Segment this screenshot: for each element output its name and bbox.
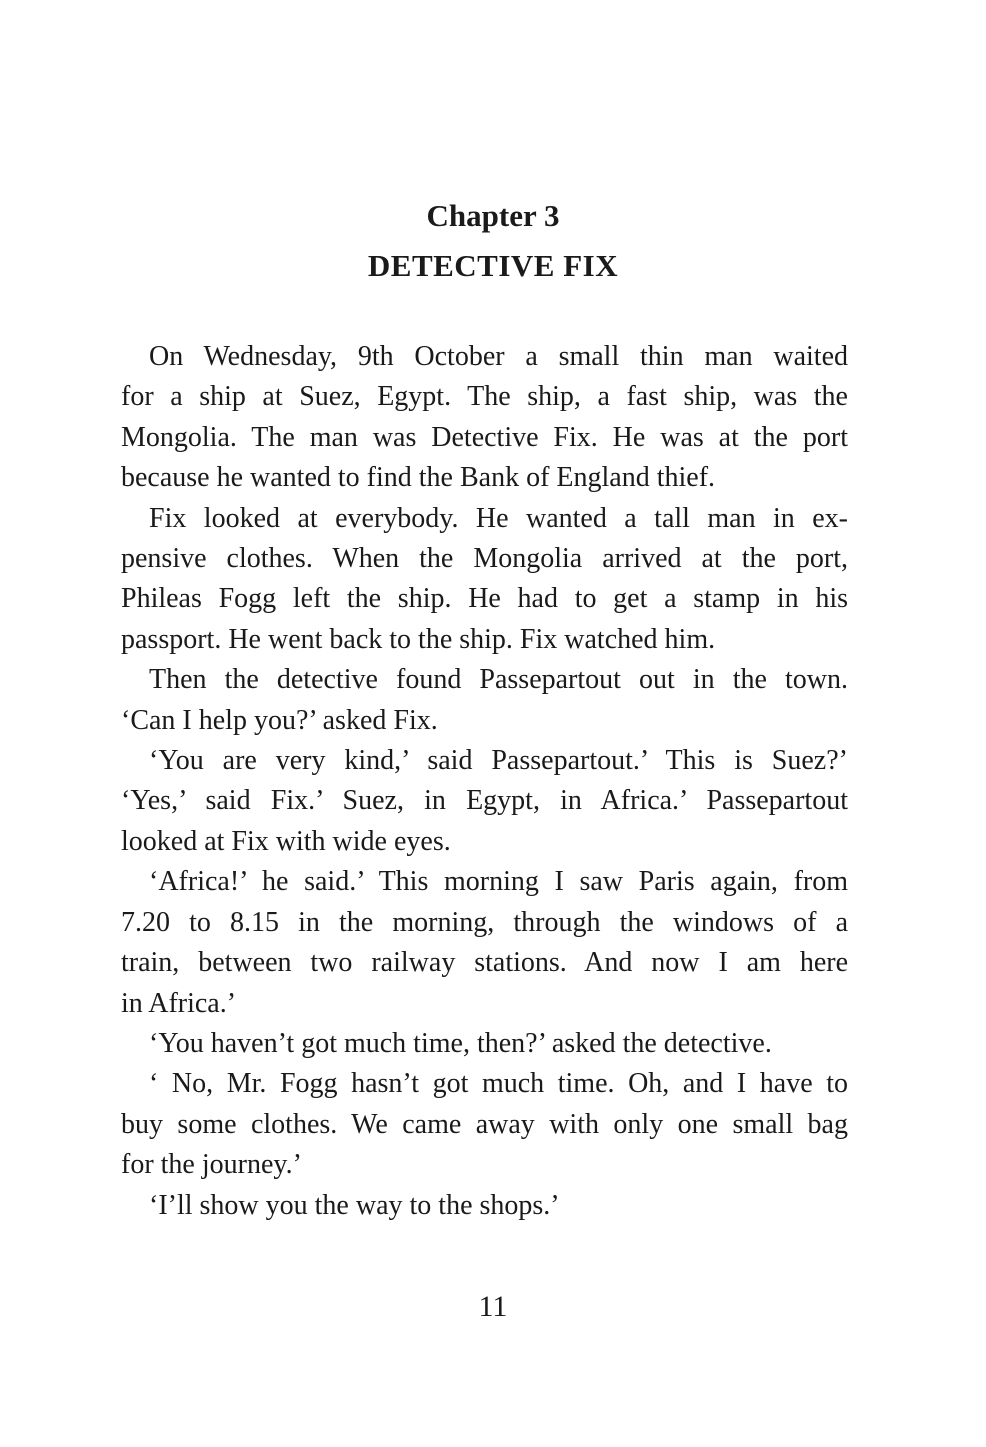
text-line: buy some clothes. We came away with only one small bag [121,1108,848,1140]
text-line: ‘Yes,’ said Fix.’ Suez, in Egypt, in Africa.’ Passepartout [121,785,848,817]
chapter-number: Chapter 3 [426,198,560,233]
paragraph [121,660,848,741]
text-line: looked at Fix with wide eyes. [121,825,451,857]
paragraph [121,1186,848,1226]
text-line: ‘Africa!’ he said.’ This morning I saw Paris again, from [149,866,848,898]
text-line: because he wanted to find the Bank of England thief. [121,462,716,494]
text-line: for a ship at Suez, Egypt. The ship, a fast ship, was the [121,381,848,413]
chapter-title: DETECTIVE FIX [367,248,619,283]
paragraph [121,1024,848,1064]
text-line: for the journey.’ [121,1149,302,1181]
text-line: ‘ No, Mr. Fogg hasn’t got much time. Oh, and I have to [149,1068,848,1100]
text-line: 7.20 to 8.15 in the morning, through the windows of a [121,906,848,938]
text-line: On Wednesday, 9th October a small thin man waited [149,341,848,372]
page-number: 11 [478,1290,508,1323]
paragraph [121,1064,848,1185]
text-line: ‘Can I help you?’ asked Fix. [121,704,438,736]
text-line: train, between two railway stations. And now I am here [121,947,848,979]
text-line: pensive clothes. When the Mongolia arrived at the port, [121,543,848,575]
paragraph [121,499,848,661]
text-line: Phileas Fogg left the ship. He had to get a stamp in his [121,583,848,615]
text-line: Mongolia. The man was Detective Fix. He was at the port [121,421,848,453]
text-line: in Africa.’ [121,987,237,1019]
text-line: passport. He went back to the ship. Fix watched him. [121,623,716,655]
chapter-body [121,337,848,1226]
paragraph [121,337,848,499]
text-line: ‘You are very kind,’ said Passepartout.’ This is Suez?’ [149,745,848,777]
text-line: Fix looked at everybody. He wanted a tall man in ex- [149,502,848,534]
paragraph [121,741,848,862]
text-line: Then the detective found Passepartout out in the town. [149,664,848,696]
text-line: ‘I’ll show you the way to the shops.’ [149,1189,560,1221]
text-line: ‘You haven’t got much time, then?’ asked the detective. [149,1027,772,1059]
paragraph [121,862,848,1024]
